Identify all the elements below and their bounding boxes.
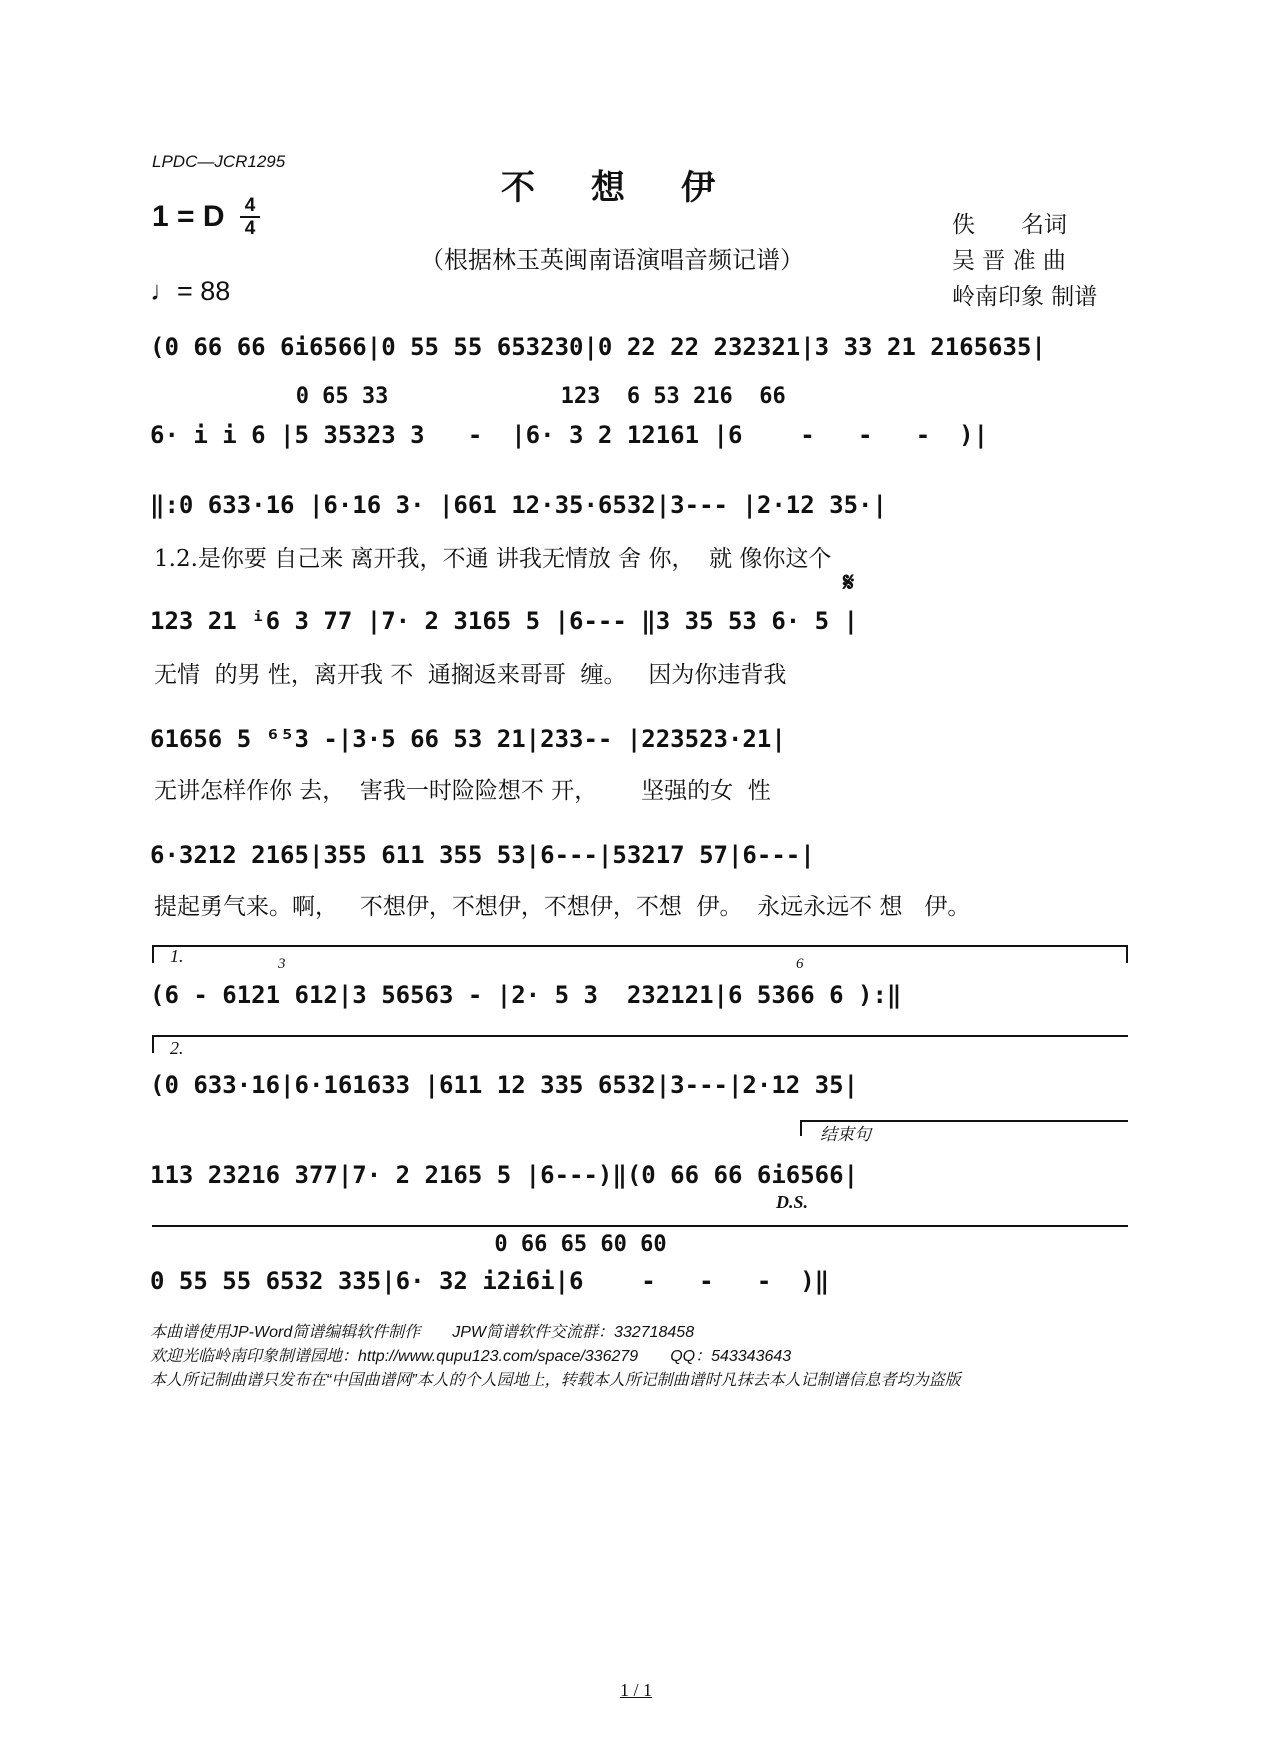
tempo-marking: ♩= 88 <box>150 276 231 306</box>
key-signature: 1 = D <box>152 200 225 233</box>
subtitle: （根据林玉英闽南语演唱音频记谱） <box>420 246 804 274</box>
score-row-1: (0 66 66 6i6566|0 55 55 653230|0 22 22 232321|3 33 21 2165635| <box>150 333 1046 361</box>
lyric-row-4: 无情 的男 性，离开我 不 通搁返来哥哥 缠。 因为你违背我 <box>154 662 787 688</box>
score-row-6: 6·3212 2165|355 611 355 53|6---|53217 57|6---| <box>150 841 815 869</box>
volta-2-left-edge <box>152 1035 154 1053</box>
score-row-7: (6 - 6121 612|3 56563 - |2· 5 3 232121|6 5366 6 ):‖ <box>150 981 902 1009</box>
score-row-8: (0 633·16|6·161633 |611 12 335 6532|3---|2·12 35| <box>150 1071 859 1099</box>
sextuplet-mark: 6 <box>796 956 804 972</box>
time-signature <box>240 196 260 238</box>
lyric-row-5: 无讲怎样作你 去， 害我一时险险想不 开， 坚强的女 性 <box>154 778 771 804</box>
score-row-10-upper-voice: 0 66 65 60 60 <box>150 1232 667 1257</box>
lyricist-credit: 佚 名词 <box>952 212 1067 238</box>
triplet-mark: 3 <box>278 956 286 972</box>
volta-1-left-edge <box>152 945 154 963</box>
composer-credit: 吴 晋 准 曲 <box>952 248 1066 274</box>
coda-bracket-edge <box>800 1120 802 1136</box>
score-row-3: ‖:0 633·16 |6·16 3· |661 12·35·6532|3--- |2·12 35·| <box>150 491 887 519</box>
volta-2-label: 2. <box>170 1038 184 1058</box>
score-code: LPDC—JCR1295 <box>152 152 286 171</box>
segno-icon: 𝄋 <box>843 568 855 598</box>
arranger-credit: 岭南印象 制谱 <box>952 284 1098 310</box>
time-bottom: 4 <box>244 218 256 239</box>
lyric-row-6: 提起勇气来。啊， 不想伊，不想伊，不想伊，不想 伊。 永远永远不 想 伊。 <box>154 894 971 920</box>
score-row-2: 6· i i 6 |5 35323 3 - |6· 3 2 12161 |6 - - - )| <box>150 421 989 449</box>
score-row-4: 123 21 ⁱ6 3 77 |7· 2 3165 5 |6--- ‖3 35 53 6· 5 | <box>150 607 859 635</box>
lyric-row-3: 1.2.是你要 自己来 离开我，不通 讲我无情放 舍 你， 就 像你这个 <box>154 546 832 572</box>
score-row-2-upper-voice: 0 65 33 123 6 53 216 66 <box>150 384 786 409</box>
time-top: 4 <box>244 195 256 216</box>
footer-website-note: 欢迎光临岭南印象制谱园地：http://www.qupu123.com/space/336279 QQ：543343643 <box>150 1348 792 1365</box>
final-system-line <box>152 1225 1128 1227</box>
coda-label: 结束句 <box>820 1125 871 1144</box>
page-number: 1 / 1 <box>619 1680 652 1700</box>
dal-segno-mark: D.S. <box>776 1192 809 1212</box>
song-title: 不想伊 <box>501 168 771 208</box>
score-row-10: 0 55 55 6532 335|6· 32 i2i6i|6 - - - )‖ <box>150 1267 830 1295</box>
volta-1-bracket <box>152 945 1128 947</box>
footer-software-note: 本曲谱使用JP-Word简谱编辑软件制作 JPW简谱软件交流群：332718458 <box>150 1324 695 1341</box>
score-row-9: 113 23216 377|7· 2 2165 5 |6---)‖(0 66 66 6i6566| <box>150 1161 859 1189</box>
score-row-5: 61656 5 ⁶⁵3 -|3·5 66 53 21|233-- |223523·21| <box>150 725 786 753</box>
volta-2-bracket <box>152 1035 1128 1037</box>
volta-1-label: 1. <box>170 946 184 966</box>
volta-1-right-edge <box>1126 945 1128 963</box>
footer-copyright-note: 本人所记制曲谱只发布在“中国曲谱网”本人的个人园地上，转载本人所记制曲谱时凡抹去本人记制谱信息者均为盗版 <box>150 1372 961 1389</box>
